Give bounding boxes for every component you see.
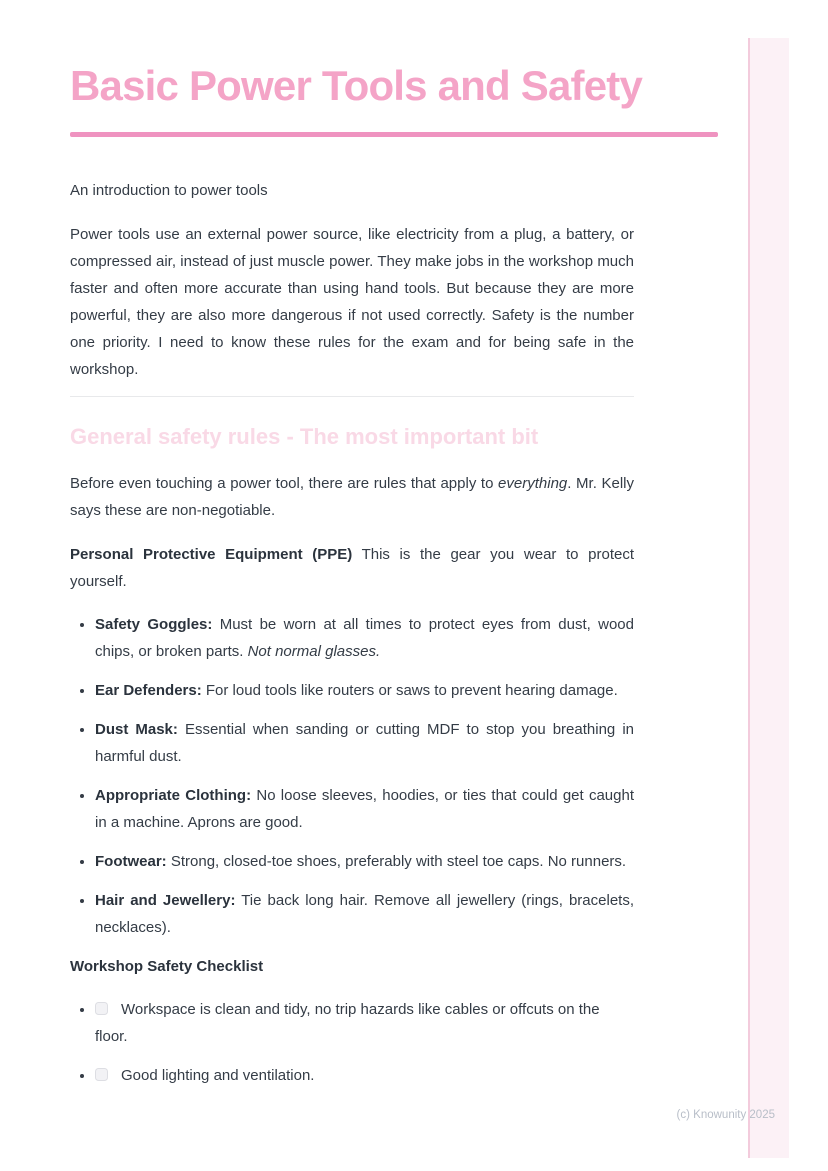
section-divider [70, 396, 634, 397]
list-item [95, 782, 634, 836]
checklist-item-text: Workspace is clean and tidy, no trip hazards like cables or offcuts on the floor. [95, 1000, 600, 1045]
list-item [95, 887, 634, 941]
list-item [95, 611, 634, 665]
workshop-checklist [70, 996, 634, 1089]
bullet-text: For loud tools like routers or saws to prevent hearing damage. [201, 681, 618, 699]
watermark: (c) Knowunity 2025 [676, 1109, 775, 1121]
title-underline-rule [70, 132, 718, 137]
bullet-text: No loose sleeves, hoodies, or ties that could get caught in a machine. Aprons are good. [95, 786, 634, 831]
bullet-label: Appropriate Clothing: [95, 786, 252, 804]
list-item [95, 716, 634, 770]
checklist-item [95, 1062, 634, 1089]
page-title: Basic Power Tools and Safety [70, 62, 642, 109]
section-intro-text: Before even touching a power tool, there are rules that apply to [70, 474, 499, 492]
ppe-text: This is the gear you wear to protect yourself. [70, 545, 634, 590]
checklist-item [95, 996, 634, 1050]
ppe-paragraph [70, 541, 634, 595]
ppe-bullet-list [70, 611, 634, 941]
subtitle: An introduction to power tools [70, 182, 268, 200]
bullet-label: Safety Goggles: [95, 615, 213, 633]
list-item [95, 677, 634, 704]
bullet-label: Ear Defenders: [95, 681, 202, 699]
checklist-heading: Workshop Safety Checklist [70, 957, 264, 975]
bullet-label: Footwear: [95, 852, 167, 870]
checkbox-unchecked[interactable] [95, 1002, 108, 1015]
bullet-text: Essential when sanding or cutting MDF to stop you breathing in harmful dust. [95, 720, 634, 765]
page-edge-strip [748, 38, 789, 1158]
bullet-text: Must be worn at all times to protect eyes from dust, wood chips, or broken parts. [95, 615, 634, 660]
ppe-label: Personal Protective Equipment (PPE) [70, 545, 353, 563]
bullet-italic: Not normal glasses. [247, 642, 381, 660]
section-heading: General safety rules - The most important bit [70, 424, 539, 450]
intro-paragraph: Power tools use an external power source, like electricity from a plug, a battery, or compressed air, instead of just muscle power. They make jobs in the workshop much faster and often more accurate than using hand tools. But because they are more powerful, they are also more dangerous if not used correctly. Safety is the number one priority. I need to know these rules for the exam and for being safe in the workshop. [70, 226, 634, 379]
section-intro-text-end: . Mr. Kelly says these are non-negotiable. [70, 474, 634, 519]
bullet-text: Tie back long hair. Remove all jewellery (rings, bracelets, necklaces). [95, 891, 634, 936]
section-intro-paragraph [70, 470, 634, 524]
bullet-label: Hair and Jewellery: [95, 891, 236, 909]
checkbox-unchecked[interactable] [95, 1068, 108, 1081]
section-intro-italic: everything [498, 474, 568, 492]
bullet-text: Strong, closed-toe shoes, preferably with steel toe caps. No runners. [166, 852, 627, 870]
document-page [70, 0, 642, 1101]
bullet-label: Dust Mask: [95, 720, 178, 738]
list-item [95, 848, 634, 875]
checklist-item-text: Good lighting and ventilation. [121, 1066, 315, 1084]
